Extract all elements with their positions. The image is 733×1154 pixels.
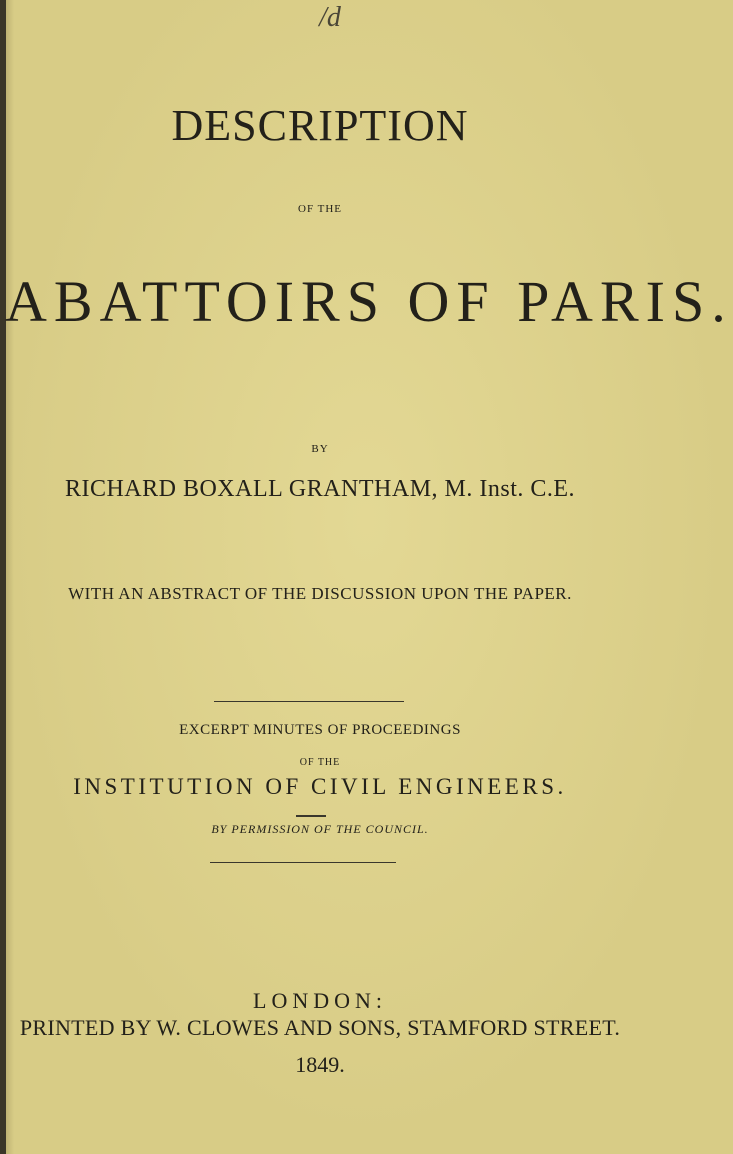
title-description: DESCRIPTION xyxy=(171,101,469,150)
short-divider-rule xyxy=(296,815,326,817)
permission-line: BY PERMISSION OF THE COUNCIL. xyxy=(211,822,429,836)
excerpt-minutes-line: EXCERPT MINUTES OF PROCEEDINGS xyxy=(179,722,461,738)
handwritten-shelf-mark: /d xyxy=(319,2,341,33)
imprint-printer: PRINTED BY W. CLOWES AND SONS, STAMFORD STREET. xyxy=(19,1015,621,1040)
institution-name: INSTITUTION OF CIVIL ENGINEERS. xyxy=(73,774,567,799)
divider-rule-bottom xyxy=(210,862,396,863)
of-the-label-2: OF THE xyxy=(299,757,341,768)
binding-edge xyxy=(0,0,6,1154)
by-label: BY xyxy=(311,443,329,455)
divider-rule-top xyxy=(214,701,404,702)
of-the-label: OF THE xyxy=(298,203,342,215)
abstract-note: WITH AN ABSTRACT OF THE DISCUSSION UPON THE PAPER. xyxy=(68,584,572,603)
imprint-year: 1849. xyxy=(295,1052,345,1077)
title-abattoirs-of-paris: ABATTOIRS OF PARIS. xyxy=(5,269,733,334)
imprint-place: LONDON: xyxy=(253,988,387,1013)
author-line: RICHARD BOXALL GRANTHAM, M. Inst. C.E. xyxy=(64,476,576,502)
